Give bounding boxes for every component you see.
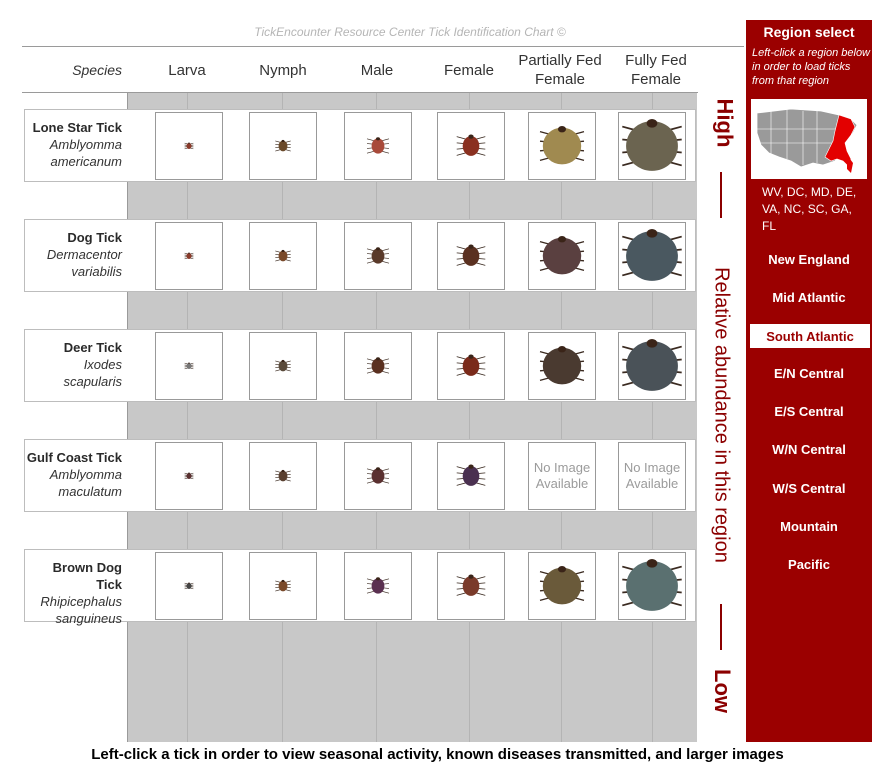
region-item[interactable]: W/S Central — [772, 481, 846, 496]
tick-icon — [364, 132, 392, 160]
region-item[interactable]: W/N Central — [772, 442, 846, 457]
tick-icon — [454, 239, 488, 273]
column-header-female: Female — [443, 61, 495, 79]
tick-image-cell[interactable] — [618, 112, 686, 180]
tick-icon — [272, 355, 294, 377]
footer-instructions: Left-click a tick in order to view seasonal activity, known diseases transmitted, and larger images — [91, 746, 784, 763]
tick-image-cell[interactable] — [155, 442, 223, 510]
tick-image-cell[interactable] — [344, 442, 412, 510]
tick-icon — [538, 122, 586, 170]
tick-image-cell[interactable] — [437, 332, 505, 400]
tick-image-cell[interactable] — [528, 112, 596, 180]
abundance-high-label: High — [712, 98, 738, 148]
species-common-name: Dog Tick — [67, 230, 122, 245]
region-item[interactable]: New England — [768, 252, 850, 267]
tick-image-cell[interactable] — [618, 332, 686, 400]
region-panel-title: Region select — [763, 24, 855, 40]
tick-icon — [538, 232, 586, 280]
species-label — [24, 559, 122, 627]
region-item[interactable]: Mid Atlantic — [772, 290, 846, 305]
selected-region-states: WV, DC, MD, DE, VA, NC, SC, GA, FL — [762, 185, 857, 233]
column-header-fully-fed: Fully Fed Female — [625, 52, 687, 88]
tick-icon — [621, 225, 683, 287]
tick-icon — [364, 352, 392, 380]
species-common-name: Lone Star Tick — [32, 120, 122, 135]
tick-icon — [272, 135, 294, 157]
tick-icon — [181, 138, 197, 154]
tick-image-cell[interactable] — [437, 552, 505, 620]
tick-icon — [621, 335, 683, 397]
tick-image-cell[interactable] — [155, 552, 223, 620]
chart-grid — [127, 92, 697, 742]
tick-icon — [181, 358, 197, 374]
tick-icon — [454, 129, 488, 163]
tick-icon — [364, 242, 392, 270]
tick-icon — [454, 349, 488, 383]
tick-icon — [621, 555, 683, 617]
tick-image-cell[interactable] — [155, 222, 223, 290]
tick-icon — [454, 459, 488, 493]
tick-icon — [364, 572, 392, 600]
tick-image-cell[interactable] — [618, 552, 686, 620]
region-item[interactable]: E/N Central — [773, 366, 845, 381]
tick-image-cell[interactable] — [344, 552, 412, 620]
species-label — [24, 229, 122, 280]
region-item[interactable]: E/S Central — [774, 404, 844, 419]
tick-image-cell[interactable] — [249, 552, 317, 620]
tick-icon — [538, 562, 586, 610]
abundance-low-label: Low — [710, 669, 735, 713]
tick-image-cell[interactable] — [437, 222, 505, 290]
tick-image-cell[interactable] — [249, 442, 317, 510]
region-item[interactable]: South Atlantic — [749, 323, 871, 349]
region-item[interactable]: Pacific — [788, 557, 830, 572]
tick-image-cell[interactable] — [155, 112, 223, 180]
tick-icon — [181, 248, 197, 264]
tick-image-cell[interactable] — [344, 112, 412, 180]
tick-icon — [454, 569, 488, 603]
tick-image-cell[interactable] — [344, 332, 412, 400]
tick-icon — [272, 575, 294, 597]
abundance-axis-label: Relative abundance in this region — [710, 267, 733, 563]
tick-image-cell[interactable] — [618, 222, 686, 290]
species-scientific-name: Ixodes scapularis — [63, 357, 122, 389]
species-scientific-name: Amblyomma maculatum — [49, 467, 122, 499]
region-instructions: Left-click a region below in order to load ticks from that region — [752, 47, 871, 87]
tick-image-cell[interactable] — [437, 112, 505, 180]
tick-image-cell[interactable] — [249, 112, 317, 180]
column-header-larva: Larva — [168, 61, 206, 79]
tick-icon — [621, 115, 683, 177]
tick-icon — [538, 342, 586, 390]
species-column-header: Species — [72, 62, 122, 78]
species-label — [24, 339, 122, 390]
tick-image-cell[interactable] — [155, 332, 223, 400]
tick-image-cell[interactable] — [249, 332, 317, 400]
tick-image-cell[interactable] — [528, 332, 596, 400]
tick-icon — [272, 245, 294, 267]
tick-image-cell — [528, 442, 596, 510]
species-scientific-name: Amblyomma americanum — [49, 137, 122, 169]
column-header-partially-fed: Partially Fed Female — [518, 52, 602, 88]
no-image-text: No Image Available — [533, 460, 591, 491]
tick-icon — [272, 465, 294, 487]
column-header-nymph: Nymph — [259, 61, 307, 79]
tick-image-cell[interactable] — [528, 222, 596, 290]
chart-title: TickEncounter Resource Center Tick Identification Chart © — [254, 25, 566, 39]
tick-image-cell[interactable] — [437, 442, 505, 510]
tick-icon — [181, 578, 197, 594]
region-item[interactable]: Mountain — [780, 519, 838, 534]
species-common-name: Brown Dog Tick — [52, 560, 122, 592]
column-header-male: Male — [360, 61, 394, 79]
tick-image-cell[interactable] — [528, 552, 596, 620]
species-label — [24, 449, 122, 500]
tick-icon — [181, 468, 197, 484]
tick-icon — [364, 462, 392, 490]
species-label — [24, 119, 122, 170]
tick-image-cell — [618, 442, 686, 510]
us-map[interactable] — [751, 99, 867, 179]
species-common-name: Gulf Coast Tick — [26, 450, 122, 465]
no-image-text: No Image Available — [623, 460, 681, 491]
tick-image-cell[interactable] — [249, 222, 317, 290]
species-common-name: Deer Tick — [63, 340, 122, 355]
species-scientific-name: Dermacentor variabilis — [46, 247, 122, 279]
species-scientific-name: Rhipicephalus sanguineus — [40, 594, 122, 626]
tick-image-cell[interactable] — [344, 222, 412, 290]
